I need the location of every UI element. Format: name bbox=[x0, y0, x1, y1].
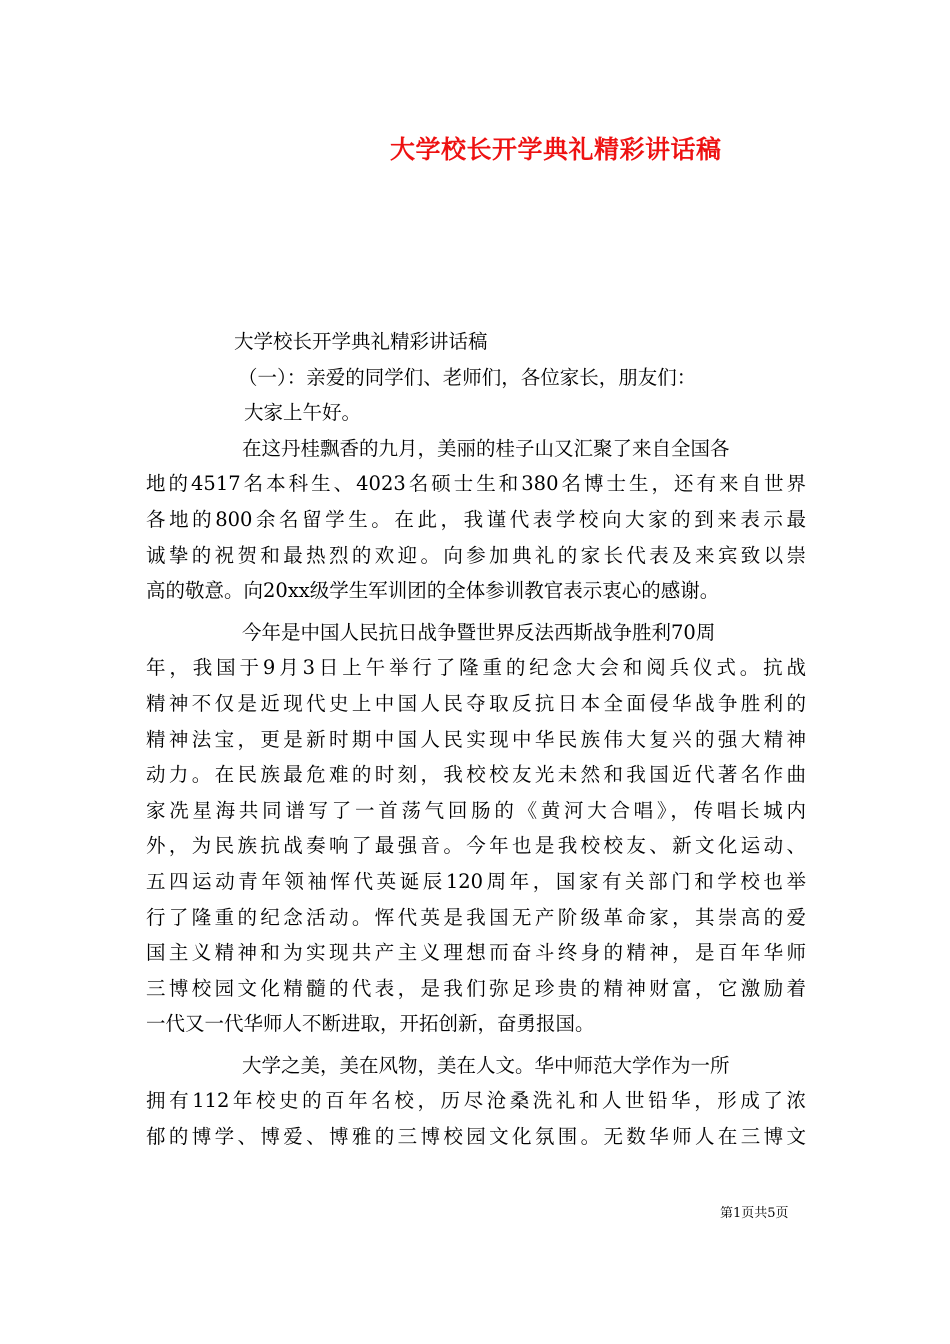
paragraph-line: 大学之美，美在风物，美在人文。华中师范大学作为一所 bbox=[242, 1053, 730, 1077]
paragraph-line: 今年是中国人民抗日战争暨世界反法西斯战争胜利70周 bbox=[242, 620, 716, 644]
paragraph-3 bbox=[146, 1048, 806, 1155]
paragraph-line: 拥有112年校史的百年名校，历尽沧桑洗礼和人世铅华，形成了浓 bbox=[146, 1089, 806, 1113]
paragraph-line: 五四运动青年领袖恽代英诞辰120周年，国家有关部门和学校也举 bbox=[146, 869, 806, 893]
paragraph-line: 三博校园文化精髓的代表，是我们弥足珍贵的精神财富，它激励着 bbox=[146, 976, 806, 1000]
paragraph-line: 国主义精神和为实现共产主义理想而奋斗终身的精神，是百年华师 bbox=[146, 941, 806, 965]
paragraph-line: 精神法宝，更是新时期中国人民实现中华民族伟大复兴的强大精神 bbox=[146, 727, 806, 751]
paragraph-1 bbox=[146, 431, 806, 609]
paragraph-line: 外，为民族抗战奏响了最强音。今年也是我校校友、新文化运动、 bbox=[146, 834, 806, 858]
document-title: 大学校长开学典礼精彩讲话稿 bbox=[390, 135, 722, 164]
document-body bbox=[146, 324, 806, 1155]
paragraph-line: 精神不仅是近现代史上中国人民夺取反抗日本全面侵华战争胜利的 bbox=[146, 691, 806, 715]
paragraph-line: 在这丹桂飘香的九月，美丽的桂子山又汇聚了来自全国各 bbox=[242, 436, 730, 460]
paragraph-line: 地的4517名本科生、4023名硕士生和380名博士生，还有来自世界 bbox=[146, 472, 806, 496]
paragraph-line: 年，我国于9月3日上午举行了隆重的纪念大会和阅兵仪式。抗战 bbox=[146, 656, 806, 680]
page-number: 第1页共5页 bbox=[720, 1206, 789, 1221]
document-subtitle: 大学校长开学典礼精彩讲话稿 bbox=[234, 330, 488, 353]
greeting: 大家上午好。 bbox=[244, 401, 362, 425]
paragraph-line: 高的敬意。向20xx级学生军训团的全体参训教官表示衷心的感谢。 bbox=[146, 579, 720, 603]
paragraph-line: 郁的博学、博爱、博雅的三博校园文化氛围。无数华师人在三博文 bbox=[146, 1125, 806, 1149]
paragraph-2 bbox=[146, 615, 806, 1042]
salutation: （一）：亲爱的同学们、老师们，各位家长，朋友们： bbox=[238, 365, 697, 389]
paragraph-line: 诚挚的祝贺和最热烈的欢迎。向参加典礼的家长代表及来宾致以崇 bbox=[146, 543, 806, 567]
paragraph-line: 一代又一代华师人不断进取，开拓创新，奋勇报国。 bbox=[146, 1012, 595, 1036]
paragraph-line: 行了隆重的纪念活动。恽代英是我国无产阶级革命家，其崇高的爱 bbox=[146, 905, 806, 929]
paragraph-line: 各地的800余名留学生。在此，我谨代表学校向大家的到来表示最 bbox=[146, 507, 806, 531]
paragraph-line: 家冼星海共同谱写了一首荡气回肠的《黄河大合唱》，传唱长城内 bbox=[146, 798, 806, 822]
paragraph-line: 动力。在民族最危难的时刻，我校校友光未然和我国近代著名作曲 bbox=[146, 763, 806, 787]
